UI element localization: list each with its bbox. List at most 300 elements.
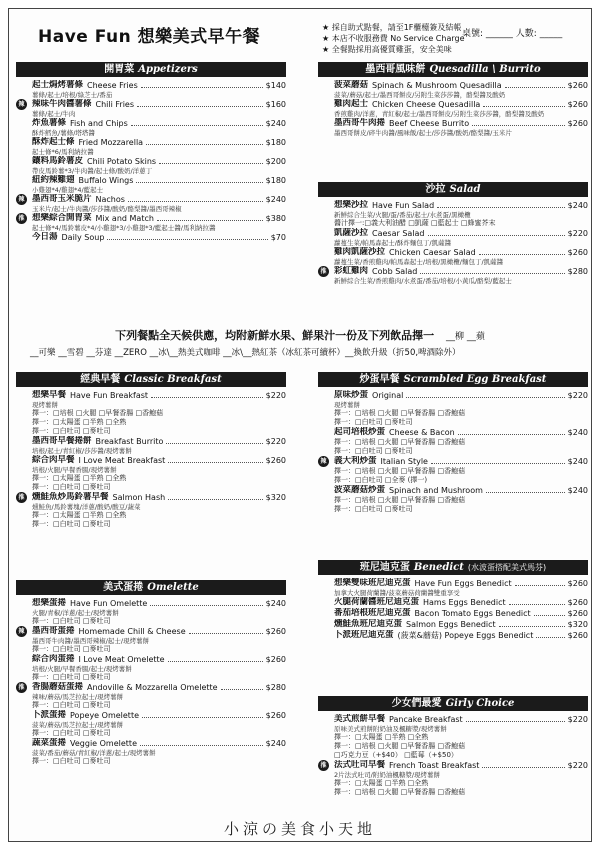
- item-name-zh: 鑲料馬鈴薯皮: [32, 156, 84, 166]
- item-name-zh: 火腿荷蘭醬班尼迪克蛋: [334, 597, 420, 607]
- item-price: $240: [265, 119, 286, 128]
- item-badge: 辣: [16, 626, 27, 637]
- dotted-leader: [431, 456, 565, 464]
- menu-item[interactable]: [16, 194, 286, 213]
- section-title-zh: 班尼迪克蛋: [359, 562, 410, 573]
- classic-breakfast-section: [16, 372, 286, 529]
- item-option-line[interactable]: 擇一：□太陽蛋 □半熟 □全熟: [32, 511, 127, 519]
- item-name-en: Fish and Chips: [70, 119, 128, 128]
- item-name-en: Have Fun Breakfast: [70, 391, 149, 400]
- item-description: 玉米片/起士/牛肉醬/莎莎醬/酸奶/酪梨醬/墨西哥辣椒: [32, 205, 182, 213]
- item-name-zh: 想樂雙味班尼迪克蛋: [334, 578, 411, 588]
- salad-section: [318, 182, 588, 285]
- set-meal-text: 下列餐點全天候供應，均附新鮮水果、鮮果汁一份及下列飲品擇一: [115, 329, 435, 342]
- menu-item[interactable]: [16, 118, 286, 137]
- item-price: $280: [265, 683, 286, 692]
- item-name-en: Fried Mozzarella: [78, 138, 144, 147]
- item-price: $260: [265, 627, 286, 636]
- item-name-en: I Love Meat Omelette: [78, 655, 165, 664]
- menu-item[interactable]: [318, 578, 588, 597]
- item-option-line[interactable]: 擇一：□培根 □火腿 □早餐香腸 □香鮑菇: [334, 438, 466, 446]
- appetizers-section: [16, 62, 286, 243]
- menu-item[interactable]: [318, 608, 588, 619]
- item-price: $280: [567, 267, 588, 276]
- item-row: [32, 175, 286, 186]
- item-row: [32, 213, 286, 224]
- item-description: 蘿蔓生菜/帕馬森起士/酥炸麵包丁/凱薩醬: [334, 239, 452, 247]
- item-option-line[interactable]: 擇一：□培根 □火腿 □早餐香腸 □香鮑菇: [32, 409, 164, 417]
- item-description: 2片法式吐司/附奶油楓糖漿/現烤薯餅: [334, 771, 441, 779]
- item-name-zh: 起士焗烤薯條: [32, 80, 84, 90]
- item-name-zh: 墨西哥蛋捲: [32, 626, 75, 636]
- item-price: $70: [270, 233, 286, 242]
- scrambled-egg-section: [318, 372, 588, 514]
- item-option-line[interactable]: 擇一：□白吐司 □麥吐司: [32, 483, 111, 491]
- menu-item[interactable]: [16, 213, 286, 232]
- menu-item[interactable]: [16, 710, 286, 738]
- item-row: [32, 118, 286, 129]
- item-row: [334, 760, 588, 771]
- item-price: $140: [265, 81, 286, 90]
- dotted-leader: [458, 427, 565, 435]
- set-meal-heading: [30, 330, 570, 343]
- dotted-leader: [221, 682, 263, 690]
- dotted-leader: [437, 200, 564, 208]
- table-number-field[interactable]: ______: [485, 29, 513, 39]
- item-name-zh: 酥炸起士條: [32, 137, 75, 147]
- item-row: [334, 118, 588, 129]
- menu-item[interactable]: [318, 597, 588, 608]
- section-header: [318, 696, 588, 711]
- item-name-en: Beef Cheese Burrito: [389, 119, 470, 128]
- item-option-line[interactable]: 擇一：□白吐司 □麥吐司: [32, 673, 111, 681]
- item-price: $320: [265, 493, 286, 502]
- item-name-zh: 雞肉起士: [334, 99, 369, 109]
- item-name-en: Salmon Hash: [112, 493, 166, 502]
- item-name-en: Italian Style: [380, 457, 428, 466]
- menu-item[interactable]: [318, 630, 588, 641]
- item-option-line[interactable]: 擇一：□白吐司 □麥吐司: [32, 701, 111, 709]
- item-price: $200: [265, 157, 286, 166]
- item-name-zh: 綜合肉蛋捲: [32, 654, 75, 664]
- item-option-line[interactable]: 擇一：□太陽蛋 □半熟 □全熟: [32, 418, 127, 426]
- item-badge: 推: [318, 760, 329, 771]
- item-row: [32, 738, 286, 749]
- item-row: [32, 232, 286, 243]
- item-price: $260: [567, 100, 588, 109]
- item-description: 新鮮綜合生菜/火腿/蛋/番茄/起士/水煮蛋/黑橄欖: [334, 211, 471, 219]
- menu-item[interactable]: [16, 598, 286, 626]
- item-price: $220: [567, 229, 588, 238]
- item-option-line[interactable]: 擇一：□白吐司 □麥吐司: [334, 505, 413, 513]
- item-description: 香煎雞肉/洋蔥，青紅椒/起士/墨西哥餅皮/另附生菜莎莎醬，酪梨醬及酸奶: [334, 110, 545, 118]
- item-option-line[interactable]: 擇一：□白吐司 □麥吐司: [32, 757, 111, 765]
- item-price: $220: [567, 715, 588, 724]
- item-price: $260: [265, 655, 286, 664]
- dotted-leader: [406, 390, 564, 398]
- menu-item[interactable]: [16, 682, 286, 710]
- section-header: [16, 372, 286, 387]
- menu-item[interactable]: [16, 137, 286, 156]
- section-header: [318, 372, 588, 387]
- item-price: $260: [567, 631, 588, 640]
- item-name-en: Cobb Salad: [372, 267, 418, 276]
- menu-item[interactable]: [318, 619, 588, 630]
- people-count-field[interactable]: _____: [539, 29, 563, 39]
- item-description: 加拿大火腿荷蘭醬/菠菜蘑菇荷蘭醬雙重享受: [334, 589, 460, 597]
- notice-line: ★ 本店不收服務費 No Service Charge: [322, 34, 465, 43]
- notice-line: ★ 採自助式點餐，請至1F櫃檯簽及結帳: [322, 23, 462, 32]
- item-option-line[interactable]: □巧克力豆（+$40） □藍莓（+$50）: [334, 751, 458, 759]
- item-option-line[interactable]: 擇一：□白吐司 □麥吐司: [32, 520, 111, 528]
- item-name-zh: 香腸蘑菇蛋捲: [32, 682, 84, 692]
- item-row: [32, 194, 286, 205]
- item-option-line[interactable]: 擇一：□太陽蛋 □半熟 □全熟: [32, 474, 127, 482]
- dotted-leader: [420, 266, 564, 274]
- item-description: 菠菜/蘑菇/起士/墨西哥餅皮/另附生菜莎莎醬，酪梨醬及酸奶: [334, 91, 506, 99]
- item-row: [32, 137, 286, 148]
- item-option-line[interactable]: 擇一：□白吐司 □麥吐司: [334, 447, 413, 455]
- item-name-zh: 番茄培根班尼迪克蛋: [334, 608, 411, 618]
- menu-item[interactable]: [318, 266, 588, 285]
- menu-item[interactable]: [16, 232, 286, 243]
- notice-list: [322, 22, 465, 55]
- menu-item[interactable]: [318, 99, 588, 118]
- item-row: [334, 608, 588, 619]
- item-name-en: Chicken Cheese Quesadilla: [372, 100, 481, 109]
- dotted-leader: [136, 175, 262, 183]
- item-price: $160: [265, 100, 286, 109]
- menu-item[interactable]: [16, 156, 286, 175]
- menu-title: Have Fun 想樂美式早午餐: [38, 27, 261, 47]
- item-option-line[interactable]: 擇一：□培根 □火腿 □早餐香腸 □香鮑菇: [334, 788, 466, 796]
- item-name-zh: 卜派班尼迪克蛋: [334, 630, 394, 640]
- item-price: $320: [567, 620, 588, 629]
- people-count-label: 人數:: [515, 29, 537, 39]
- item-price: $220: [265, 437, 286, 446]
- item-description: 帶皮馬鈴薯*3/牛肉醬/起士條/酸奶/洋蔥丁: [32, 167, 153, 175]
- drink-choices[interactable]: __可樂 __雪碧 __芬達 __ZERO __冰\__熱美式咖啡 __冰\__熱紅茶（冰紅茶可續杯）__換飲升級（折50,啤酒除外）: [30, 348, 461, 358]
- dotted-leader: [505, 80, 565, 88]
- dotted-leader: [131, 118, 263, 126]
- table-number-label: 桌號:: [462, 29, 484, 39]
- dotted-leader: [534, 608, 565, 616]
- dotted-leader: [536, 630, 564, 638]
- item-name-en: Andoville & Mozzarella Omelette: [87, 683, 218, 692]
- item-badge: 推: [16, 492, 27, 503]
- item-row: [334, 228, 588, 239]
- section-header: [16, 580, 286, 595]
- menu-item[interactable]: [16, 738, 286, 766]
- item-name-en: Chicken Caesar Salad: [389, 248, 476, 257]
- item-name-zh: 美式煎餅早餐: [334, 714, 386, 724]
- item-name-en: Chili Potato Skins: [87, 157, 157, 166]
- item-row: [32, 626, 286, 637]
- section-title-en: Quesadilla \ Burrito: [429, 64, 541, 75]
- juice-choice[interactable]: __柳 __蘋: [445, 332, 485, 342]
- menu-item[interactable]: [16, 654, 286, 682]
- menu-item[interactable]: [16, 626, 286, 654]
- item-row: [32, 598, 286, 609]
- item-name-en: Buffalo Wings: [78, 176, 134, 185]
- item-name-en: Spinach and Mushroom: [389, 486, 483, 495]
- menu-item[interactable]: [318, 456, 588, 485]
- menu-item[interactable]: [16, 455, 286, 492]
- dotted-leader: [166, 436, 262, 444]
- item-row: [32, 99, 286, 110]
- item-name-en: Salmon Eggs Benedict: [406, 620, 496, 629]
- menu-item[interactable]: [318, 760, 588, 797]
- section-title-en: Scrambled Egg Breakfast: [403, 374, 547, 385]
- item-name-zh: 墨西哥牛肉捲: [334, 118, 386, 128]
- menu-item[interactable]: [318, 228, 588, 247]
- section-header: [318, 62, 588, 77]
- item-name-zh: 凱薩沙拉: [334, 228, 369, 238]
- item-name-zh: 原味炒蛋: [334, 390, 369, 400]
- item-name-zh: 辣味牛肉醬薯條: [32, 99, 92, 109]
- dotted-leader: [128, 194, 263, 202]
- girly-choice-section: [318, 696, 588, 797]
- item-option-line[interactable]: 擇一：□白吐司 □麥吐司: [32, 617, 111, 625]
- item-option-line[interactable]: 擇一：□太陽蛋 □半熟 □全熟: [334, 779, 429, 787]
- item-price: $240: [265, 195, 286, 204]
- item-price: $240: [265, 739, 286, 748]
- menu-item[interactable]: [16, 99, 286, 118]
- dotted-leader: [137, 99, 263, 107]
- item-name-en: Nachos: [95, 195, 125, 204]
- item-badge: 辣: [16, 99, 27, 110]
- item-row: [334, 80, 588, 91]
- dotted-leader: [157, 213, 263, 221]
- item-row: [32, 455, 286, 466]
- item-badge: 推: [318, 266, 329, 277]
- item-option-line[interactable]: 擇一：□白吐司 □全麥 (擇一): [334, 476, 428, 484]
- item-option-line[interactable]: 擇一：□培根 □火腿 □早餐香腸 □香鮑菇: [334, 742, 466, 750]
- dotted-leader: [483, 99, 564, 107]
- section-title-zh: 炒蛋早餐: [359, 374, 400, 385]
- item-name-zh: 雞肉凱薩沙拉: [334, 247, 386, 257]
- item-price: $260: [265, 711, 286, 720]
- section-title-en: Salad: [449, 184, 481, 195]
- item-name-zh: 法式吐司早餐: [334, 760, 386, 770]
- item-description: 墨西哥牛肉醬/墨西哥辣椒/起士/現烤薯餅: [32, 637, 150, 645]
- item-name-en: Mix and Match: [95, 214, 154, 223]
- dotted-leader: [428, 228, 565, 236]
- dotted-leader: [486, 485, 565, 493]
- item-price: $240: [567, 486, 588, 495]
- item-option-line[interactable]: 擇一：□太陽蛋 □半熟 □全熟: [334, 733, 429, 741]
- menu-item[interactable]: [318, 485, 588, 514]
- menu-item[interactable]: [318, 714, 588, 760]
- dotted-leader: [472, 118, 565, 126]
- item-name-zh: 燻鮭魚班尼迪克蛋: [334, 619, 403, 629]
- item-row: [334, 266, 588, 277]
- menu-item[interactable]: [318, 80, 588, 99]
- item-price: $220: [567, 391, 588, 400]
- item-badge: 推: [16, 213, 27, 224]
- section-title-zh: 經典早餐: [80, 374, 121, 385]
- menu-item[interactable]: [318, 200, 588, 228]
- dotted-leader: [466, 714, 565, 722]
- dotted-leader: [151, 390, 263, 398]
- set-meal-info: [30, 330, 570, 359]
- dotted-leader: [189, 626, 263, 634]
- item-name-zh: 蔬菜蛋捲: [32, 738, 67, 748]
- item-name-en: Original: [372, 391, 404, 400]
- item-name-en: Have Fun Omelette: [70, 599, 148, 608]
- section-title-en: Classic Breakfast: [124, 374, 222, 385]
- item-name-en: Have Fun Salad: [372, 201, 435, 210]
- item-name-zh: 菠菜蘑菇: [334, 80, 369, 90]
- item-price: $240: [567, 201, 588, 210]
- item-name-zh: 義大利炒蛋: [334, 456, 377, 466]
- item-name-zh: 墨西哥玉米脆片: [32, 194, 92, 204]
- item-row: [32, 654, 286, 665]
- item-description: 培根/起士/青紅椒/莎莎醬/現烤薯餅: [32, 447, 132, 455]
- item-row: [32, 80, 286, 91]
- item-description: 新鮮綜合生菜/香煎雞肉/水煮蛋/番茄/培根/小黃瓜/酪梨/藍起士: [334, 277, 512, 285]
- dotted-leader: [141, 80, 263, 88]
- item-row: [334, 597, 588, 608]
- menu-item[interactable]: [16, 80, 286, 99]
- item-description: 起士條*4/馬鈴薯皮*4/小雞翅*3/小雞翅*3/藍起士醬/馬利納拉醬: [32, 224, 216, 232]
- benedict-section: [318, 560, 588, 641]
- dotted-leader: [499, 619, 565, 627]
- item-description: 酥炸鱈魚/薯條/塔塔醬: [32, 129, 95, 137]
- item-price: $220: [567, 761, 588, 770]
- item-price: $260: [567, 609, 588, 618]
- item-name-zh: 想樂沙拉: [334, 200, 369, 210]
- item-price: $260: [567, 248, 588, 257]
- item-option-line[interactable]: 擇一：□培根 □火腿 □早餐香腸 □香鮑菇: [334, 496, 466, 504]
- item-price: $260: [567, 81, 588, 90]
- section-title-zh: 少女們最愛: [391, 698, 442, 709]
- item-badge: 推: [16, 682, 27, 693]
- item-name-en: (菠菜&蘑菇) Popeye Eggs Benedict: [397, 631, 534, 640]
- menu-item[interactable]: [318, 118, 588, 137]
- item-option-line[interactable]: 擇一：□白吐司 □麥吐司: [32, 645, 111, 653]
- item-option-line[interactable]: 擇一：□白吐司 □麥吐司: [32, 427, 111, 435]
- item-name-en: Cheese Fries: [87, 81, 138, 90]
- item-name-zh: 想樂綜合開胃菜: [32, 213, 92, 223]
- item-description: 原味美式煎餅附奶油及楓糖漿/現烤薯餅: [334, 725, 447, 733]
- item-name-en: Caesar Salad: [372, 229, 425, 238]
- item-price: $180: [265, 176, 286, 185]
- item-row: [32, 436, 286, 447]
- item-row: [32, 710, 286, 721]
- item-row: [334, 485, 588, 496]
- menu-item[interactable]: [16, 492, 286, 529]
- item-name-zh: 想樂蛋捲: [32, 598, 67, 608]
- item-name-zh: 炸魚薯條: [32, 118, 67, 128]
- item-name-zh: 起司培根炒蛋: [334, 427, 386, 437]
- item-description: 現烤薯餅: [32, 401, 58, 409]
- dotted-leader: [515, 578, 565, 586]
- item-description: 菠菜/蘑菇/馬芝拉起士/現烤薯餅: [32, 721, 124, 729]
- section-title-zh: 美式蛋捲: [103, 582, 144, 593]
- section-note: (水波蛋搭配美式馬芬): [467, 563, 547, 572]
- item-row: [334, 390, 588, 401]
- item-price: $380: [265, 214, 286, 223]
- item-name-zh: 綜合肉早餐: [32, 455, 75, 465]
- item-name-en: Cheese & Bacon: [389, 428, 455, 437]
- item-name-en: I Love Meat Breakfast: [78, 456, 166, 465]
- dotted-leader: [168, 654, 263, 662]
- item-row: [32, 682, 286, 693]
- dotted-leader: [509, 597, 565, 605]
- item-badge: 辣: [318, 456, 329, 467]
- section-title-zh: 沙拉: [425, 184, 446, 195]
- item-description: 薯條/起士/牛肉: [32, 110, 76, 118]
- footer-watermark: 小涼の美食小天地: [223, 820, 376, 838]
- item-row: [334, 200, 588, 211]
- item-option-line[interactable]: 擇一：□白吐司 □麥吐司: [32, 729, 111, 737]
- item-row: [334, 619, 588, 630]
- item-name-en: Homemade Chill & Cheese: [78, 627, 186, 636]
- item-row: [334, 578, 588, 589]
- item-name-zh: 燻鮭魚炒馬鈴薯早餐: [32, 492, 109, 502]
- item-description: 培根/火腿/早餐香腸/現烤薯餅: [32, 466, 117, 474]
- dotted-leader: [159, 156, 263, 164]
- item-row: [32, 156, 286, 167]
- item-description: 起士條*6/馬利納拉醬: [32, 148, 94, 156]
- dotted-leader: [150, 598, 262, 606]
- item-row: [334, 714, 588, 725]
- item-badge: 辣: [16, 194, 27, 205]
- item-description: 蘿蔓生菜/香煎雞肉/帕馬森起士/培根/黑橄欖/麵包丁/凱薩醬: [334, 258, 504, 266]
- dotted-leader: [146, 137, 263, 145]
- item-name-zh: 彩虹雞肉: [334, 266, 369, 276]
- item-option-line[interactable]: 醬汁擇一:□義大利油醋 □凱薩 □藍起士 □蜂蜜芥末: [334, 219, 496, 227]
- item-name-en: Veggie Omelette: [70, 739, 137, 748]
- item-price: $260: [265, 456, 286, 465]
- menu-item[interactable]: [16, 390, 286, 436]
- menu-item[interactable]: [16, 175, 286, 194]
- item-price: $240: [567, 457, 588, 466]
- item-description: 菠菜/番茄/蘑菇/青紅椒/洋蔥/起士/現烤薯餅: [32, 749, 156, 757]
- item-name-en: Pancake Breakfast: [389, 715, 463, 724]
- item-name-zh: 紐約辣雞翅: [32, 175, 75, 185]
- item-name-en: Popeye Omelette: [70, 711, 139, 720]
- item-name-zh: 波菜蘑菇炒蛋: [334, 485, 386, 495]
- item-price: $240: [567, 428, 588, 437]
- item-description: 薯條/起士/培根/綠芝士/番茄: [32, 91, 113, 99]
- item-price: $180: [265, 138, 286, 147]
- item-name-zh: 墨西哥早餐捲餅: [32, 436, 92, 446]
- item-description: 燻鮭魚/馬鈴薯塊/洋蔥/酸奶/酸豆/蔬菜: [32, 503, 141, 511]
- menu-item[interactable]: [318, 247, 588, 266]
- menu-item[interactable]: [16, 436, 286, 455]
- item-option-line[interactable]: 擇一：□白吐司 □麥吐司: [334, 418, 413, 426]
- item-price: $260: [567, 119, 588, 128]
- item-description: 現烤薯餅: [334, 401, 360, 409]
- section-title-en: Omelette: [147, 582, 199, 593]
- item-option-line[interactable]: 擇一：□培根 □火腿 □早餐香腸 □香鮑菇: [334, 409, 466, 417]
- item-name-en: Spinach & Mushroom Quesadilla: [372, 81, 502, 90]
- item-name-en: Chili Fries: [95, 100, 135, 109]
- dotted-leader: [140, 738, 263, 746]
- item-description: 小雞翅*4/雞翅*4/藍起士: [32, 186, 104, 194]
- item-row: [32, 492, 286, 503]
- menu-item[interactable]: [318, 390, 588, 427]
- item-description: 墨西哥餅皮/碎牛肉醬/風味飯/起士/莎莎醬/酸奶/酪梨醬/玉米片: [334, 129, 512, 137]
- item-row: [334, 456, 588, 467]
- item-price: $260: [567, 579, 588, 588]
- item-name-zh: 今日湯: [32, 232, 58, 242]
- item-option-line[interactable]: 擇一：□培根 □火腿 □早餐香腸 □香鮑菇: [334, 467, 466, 475]
- item-row: [32, 390, 286, 401]
- menu-item[interactable]: [318, 427, 588, 456]
